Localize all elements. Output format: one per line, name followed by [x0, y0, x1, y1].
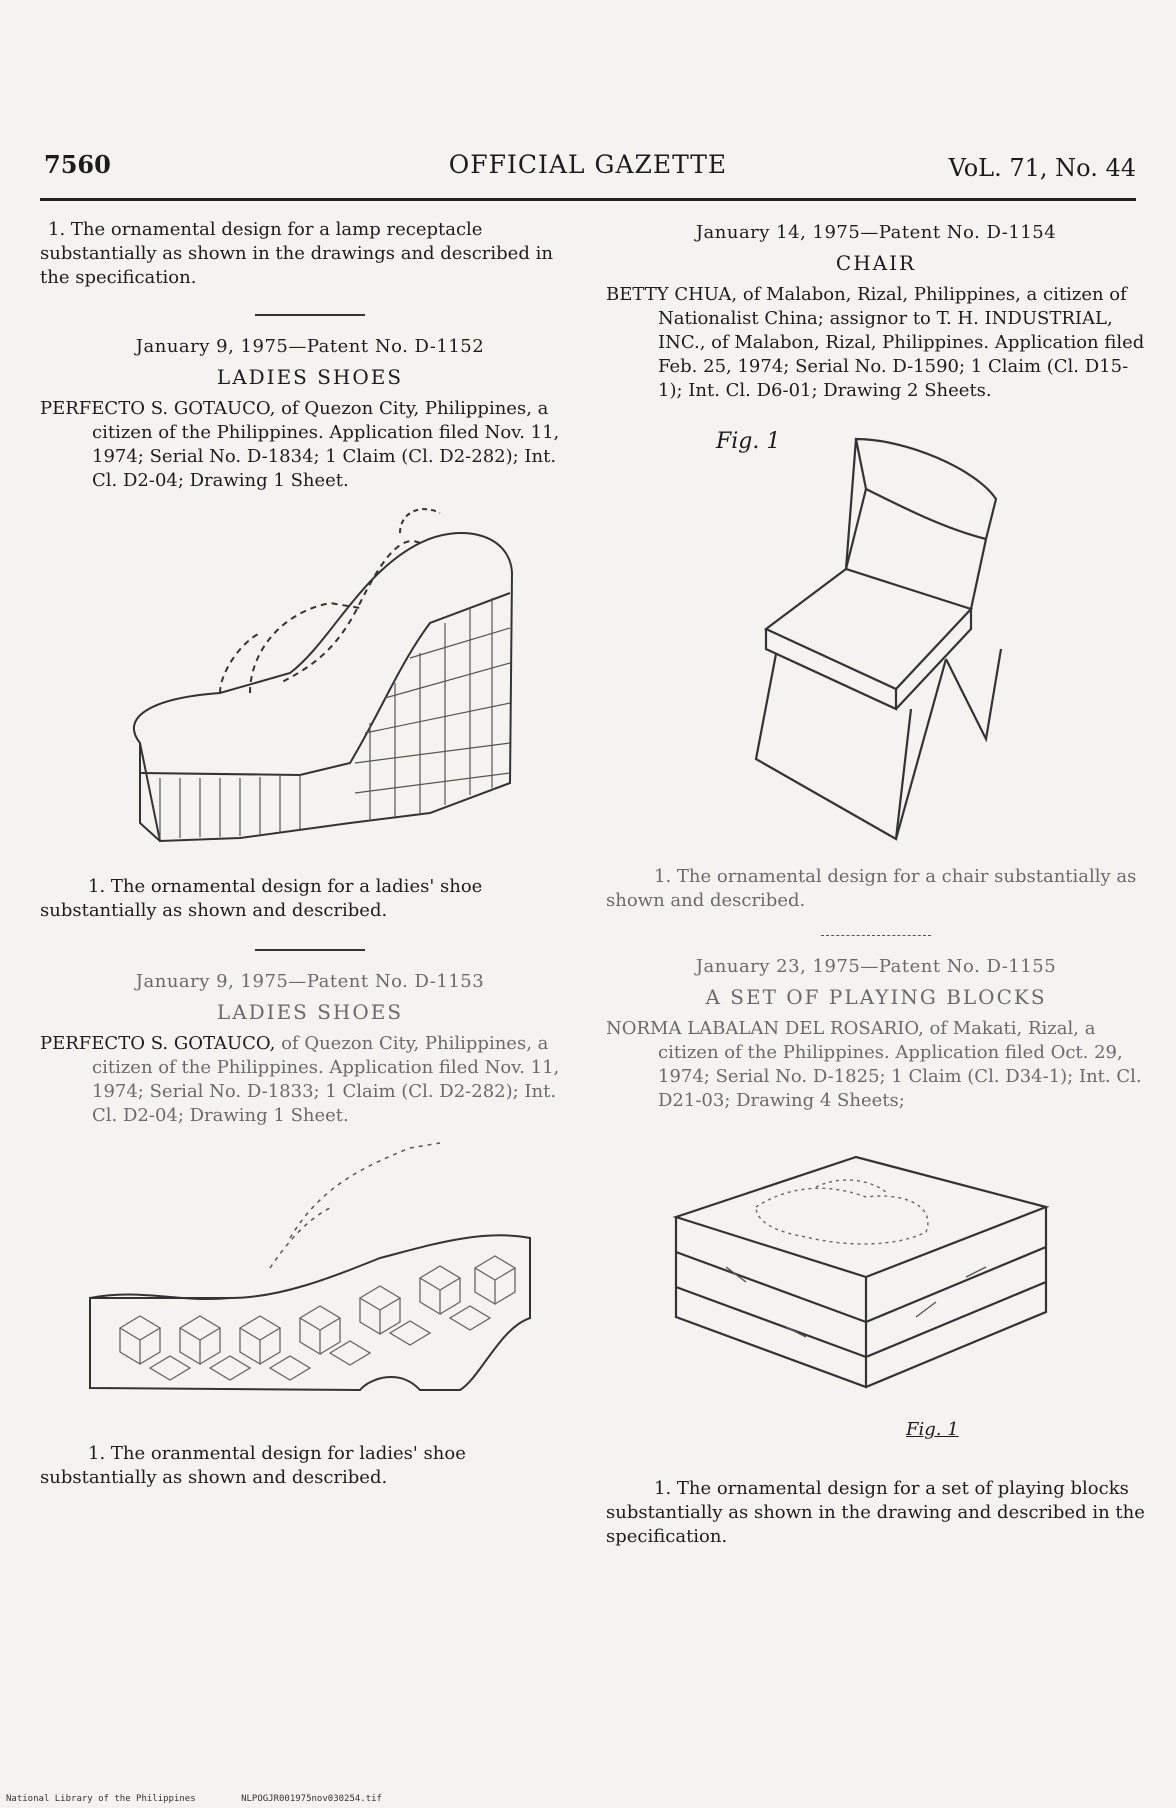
left-column: [40, 218, 580, 1490]
patent-claim: 1. The ornamental design for a chair substantially as shown and described.: [606, 866, 1137, 911]
library-name: National Library of the Philippines: [6, 1794, 196, 1804]
volume-number: VoL. 71, No. 44: [948, 154, 1136, 182]
separator: [255, 314, 365, 316]
publication-title: OFFICIAL GAZETTE: [448, 150, 728, 179]
applicant-name: PERFECTO S. GOTAUCO,: [40, 1033, 276, 1054]
lamp-claim: 1. The ornamental design for a lamp receptacle substantially as shown in the drawings and described in the specification.: [40, 219, 553, 288]
applicant-name: BETTY CHUA,: [606, 284, 738, 305]
file-id: NLPOGJR001975nov030254.tif: [241, 1794, 382, 1804]
patent-details: of Quezon City, Philippines, a citizen of the Philippines. Application filed Nov. 11, 1974; Serial No. D-1834; 1 Claim (Cl. D2-282); Int. Cl. D2-04; Drawing 1 Sheet.: [92, 398, 560, 491]
patent-date-line: January 14, 1975—Patent No. D-1154: [695, 222, 1057, 243]
page-header: [40, 150, 1136, 184]
patent-description: [606, 1017, 1146, 1113]
page-number: 7560: [44, 150, 111, 179]
patent-details: of Malabon, Rizal, Philippines, a citizen of Nationalist China; assignor to T. H. INDUSTRIAL, INC., of Malabon, Rizal, Philippines. Application filed Feb. 25, 1974; Serial No. D-1590; 1 Claim (Cl. D15-1); Int. Cl. D6-01; Drawing 2 Sheets.: [658, 284, 1145, 401]
patent-date-line: January 9, 1975—Patent No. D-1153: [135, 971, 485, 992]
patent-d1155: [606, 956, 1146, 1549]
shoe-wedge-drawing: [100, 493, 520, 863]
scan-footer: [6, 1794, 422, 1804]
patent-details: of Quezon City, Philippines, a citizen of the Philippines. Application filed Nov. 11, 1974; Serial No. D-1833; 1 Claim (Cl. D2-282); Int. Cl. D2-04; Drawing 1 Sheet.: [92, 1033, 560, 1126]
separator: [821, 935, 931, 936]
figure-label: Fig. 1: [906, 1419, 959, 1440]
patent-description: [606, 283, 1146, 403]
playing-blocks-drawing: [666, 1147, 1066, 1447]
patent-claim: 1. The ornamental design for a ladies' shoe substantially as shown and described.: [40, 876, 483, 921]
patent-date-line: January 23, 1975—Patent No. D-1155: [695, 956, 1057, 977]
shoe-platform-drawing: [60, 1128, 560, 1428]
patent-d1153: [40, 971, 580, 1490]
design-name: LADIES SHOES: [216, 365, 404, 389]
patent-description: [40, 397, 580, 493]
patent-details: of Makati, Rizal, a citizen of the Philippines. Application filed Oct. 29, 1974; Serial No. D-1825; 1 Claim (Cl. D34-1); Int. Cl. D21-03; Drawing 4 Sheets;: [658, 1018, 1142, 1111]
patent-description: [40, 1032, 580, 1128]
figure-label: Fig. 1: [716, 429, 781, 454]
design-name: A SET OF PLAYING BLOCKS: [705, 985, 1047, 1009]
right-column: [606, 222, 1146, 1549]
separator: [255, 949, 365, 951]
patent-d1152: [40, 336, 580, 923]
chair-figure: [606, 419, 1146, 859]
design-name: LADIES SHOES: [216, 1000, 404, 1024]
patent-date-line: January 9, 1975—Patent No. D-1152: [135, 336, 485, 357]
header-rule: [40, 198, 1136, 201]
chair-drawing: [746, 419, 1046, 859]
applicant-name: NORMA LABALAN DEL ROSARIO,: [606, 1018, 924, 1039]
patent-claim: 1. The ornamental design for a set of playing blocks substantially as shown in the drawing and described in the specification.: [606, 1478, 1145, 1547]
patent-claim: 1. The oranmental design for ladies' shoe substantially as shown and described.: [40, 1443, 466, 1488]
design-name: CHAIR: [835, 251, 917, 275]
playing-blocks-figure: [606, 1127, 1146, 1467]
patent-d1154: [606, 222, 1146, 913]
applicant-name: PERFECTO S. GOTAUCO,: [40, 398, 276, 419]
